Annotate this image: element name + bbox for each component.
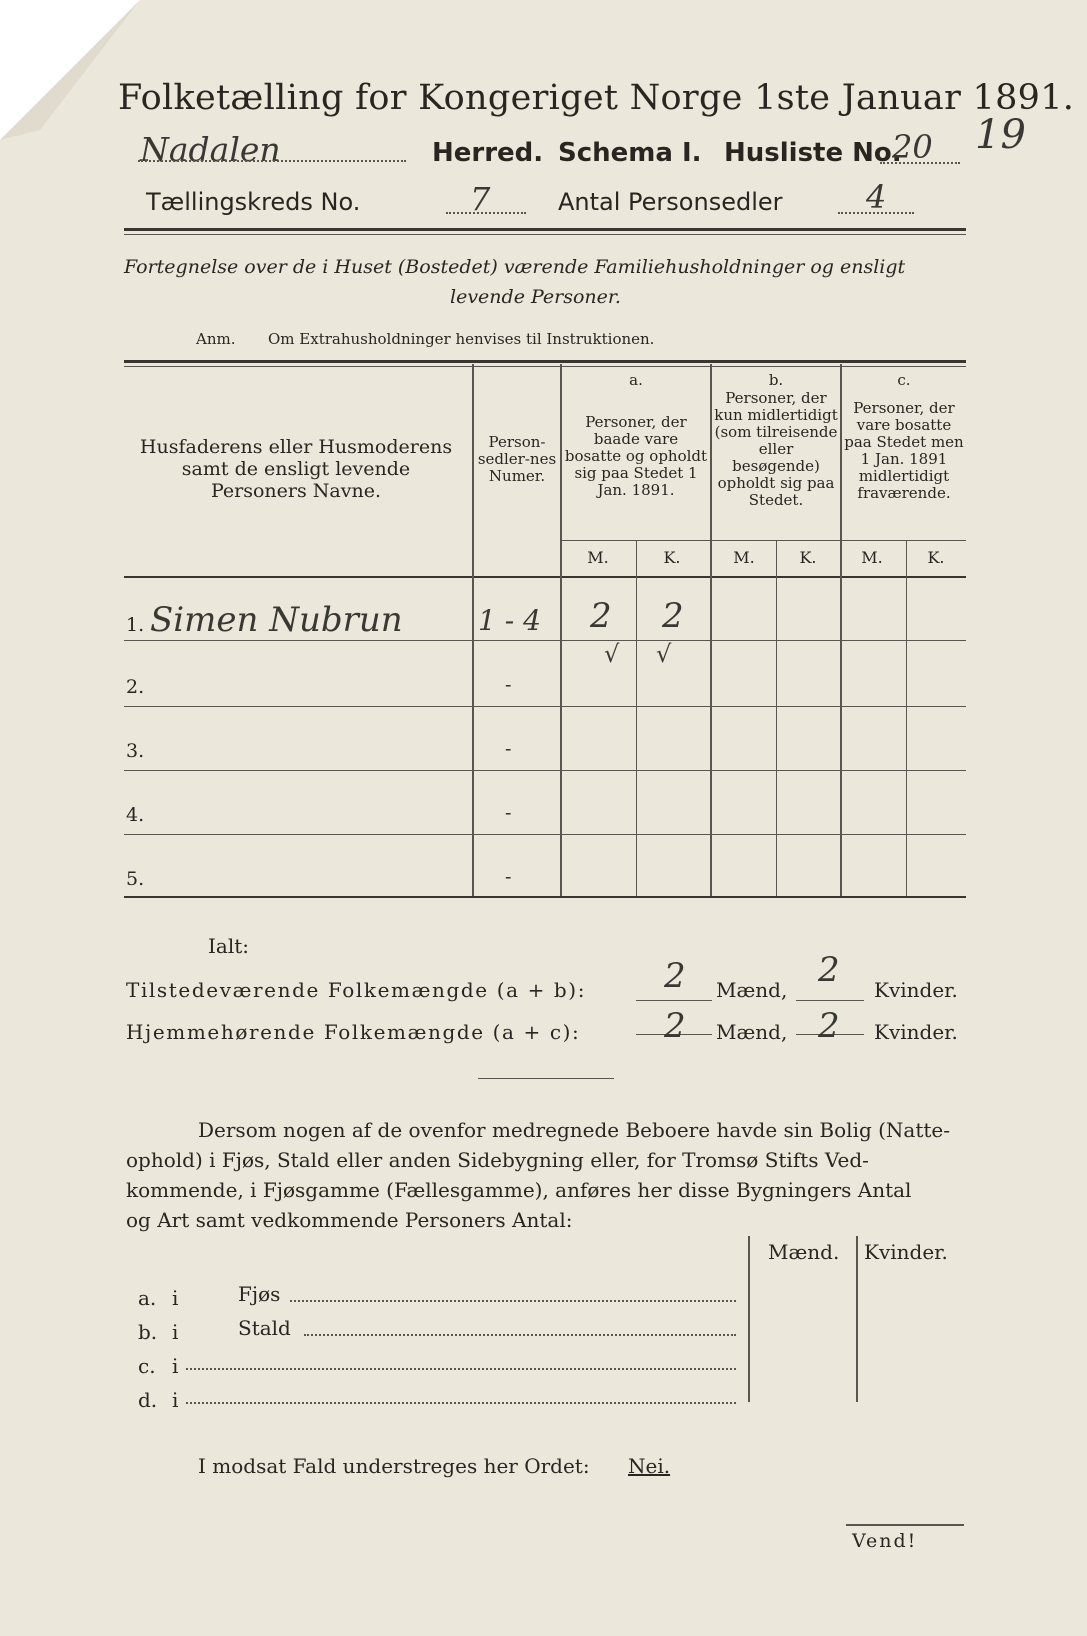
anm-label: Anm.: [196, 330, 236, 348]
row-1-a-k-check: √: [656, 640, 672, 668]
row-rule-2: [124, 706, 966, 707]
table-bottom-rule: [124, 896, 966, 898]
col-line-b: [840, 364, 842, 896]
row-rule-3: [124, 770, 966, 771]
totals-line-2-maend: Mænd,: [716, 1020, 788, 1044]
row-2-num: 2.: [126, 676, 145, 698]
totals-line-2-label: Hjemmehørende Folkemængde (a + c):: [126, 1020, 581, 1044]
building-row-b-i: i: [172, 1320, 179, 1344]
nei-prefix: I modsat Fald understreges her Ordet:: [198, 1454, 590, 1478]
building-row-c-i: i: [172, 1354, 179, 1378]
building-para-2: ophold) i Fjøs, Stald eller anden Sidebygning eller, for Tromsø Stifts Ved-: [126, 1148, 869, 1172]
nei-word: Nei.: [628, 1454, 671, 1478]
folded-corner: [0, 0, 140, 140]
col-line-a: [710, 364, 712, 896]
col-header-b: Personer, der kun midlertidigt (som tilreisende eller besøgende) opholdt sig paa Stedet.: [714, 389, 838, 509]
building-para-1: Dersom nogen af de ovenfor medregnede Beboere havde sin Bolig (Natte-: [198, 1118, 951, 1142]
building-row-c-dots: [186, 1368, 736, 1370]
kreds-value: 7: [470, 180, 491, 218]
row-3-numer: -: [505, 738, 512, 760]
totals-line-2-k: 2: [818, 1006, 840, 1046]
col-c-m: M.: [861, 548, 883, 567]
col-header-names: Husfaderens eller Husmoderens samt de ensligt levende Personers Navne.: [139, 436, 453, 502]
herred-dotline: [138, 160, 406, 162]
col-a-m: M.: [587, 548, 609, 567]
col-header-c: Personer, der vare bosatte paa Stedet men 1 Jan. 1891 midlertidigt fraværende.: [844, 399, 964, 502]
totals-line-1-k-rule: [796, 1000, 864, 1001]
row-1-name: Simen Nubrun: [150, 600, 403, 640]
col-line-names: [472, 364, 474, 896]
row-1-a-k: 2: [662, 596, 684, 636]
totals-line-1-maend: Mænd,: [716, 978, 788, 1002]
building-row-b-label: Stald: [238, 1316, 291, 1340]
antal-label: Antal Personsedler: [558, 188, 783, 216]
herred-handwritten: Nadalen: [140, 130, 281, 169]
totals-line-1-label: Tilstedeværende Folkemængde (a + b):: [126, 978, 587, 1002]
totals-line-1-kvinder: Kvinder.: [874, 978, 958, 1002]
col-line-c-mk: [906, 540, 907, 896]
row-2-numer: -: [505, 674, 512, 696]
row-4-num: 4.: [126, 804, 145, 826]
row-5-numer: -: [505, 866, 512, 888]
antal-value: 4: [866, 178, 887, 216]
building-col-kvinder: Kvinder.: [864, 1240, 948, 1264]
building-para-3: kommende, i Fjøsgamme (Fællesgamme), anføres her disse Bygningers Antal: [126, 1178, 912, 1202]
row-1-a-m-check: √: [604, 640, 620, 668]
building-para-4: og Art samt vedkommende Personers Antal:: [126, 1208, 573, 1232]
intro-line-2: levende Personer.: [450, 286, 621, 308]
building-col-line-2: [856, 1236, 858, 1402]
vend-rule: [846, 1524, 964, 1526]
building-row-b-letter: b.: [138, 1320, 158, 1344]
col-header-a: Personer, der baade vare bosatte og opholdt sig paa Stedet 1 Jan. 1891.: [564, 413, 708, 499]
section-divider: [478, 1078, 614, 1079]
col-b-k: K.: [799, 548, 817, 567]
form-title: Folketælling for Kongeriget Norge 1ste Januar 1891.: [118, 78, 1075, 118]
row-3-num: 3.: [126, 740, 145, 762]
building-row-c-letter: c.: [138, 1354, 156, 1378]
totals-line-2-kvinder: Kvinder.: [874, 1020, 958, 1044]
building-row-d-i: i: [172, 1388, 179, 1412]
col-a-k: K.: [663, 548, 681, 567]
building-row-a-i: i: [172, 1286, 179, 1310]
header-double-rule-top: [124, 228, 966, 231]
row-1-numer: 1 - 4: [478, 604, 541, 637]
row-rule-1: [124, 640, 966, 641]
col-header-b-letter: b.: [768, 371, 784, 389]
col-line-numer: [560, 364, 562, 896]
col-line-a-mk: [636, 540, 637, 896]
row-1-num: 1.: [126, 614, 145, 636]
husliste-label: Husliste No.: [724, 138, 902, 168]
row-5-num: 5.: [126, 868, 145, 890]
husliste-value: 20: [892, 128, 933, 166]
herred-label: Herred.: [432, 138, 544, 168]
vend-text: Vend!: [852, 1530, 918, 1552]
building-col-maend: Mænd.: [768, 1240, 840, 1264]
col-header-c-letter: c.: [897, 371, 911, 389]
totals-line-1-m-rule: [636, 1000, 712, 1001]
col-line-b-mk: [776, 540, 777, 896]
building-row-b-dots: [304, 1334, 736, 1336]
row-1-a-m: 2: [590, 596, 612, 636]
col-c-k: K.: [927, 548, 945, 567]
col-b-m: M.: [733, 548, 755, 567]
kreds-label: Tællingskreds No.: [146, 188, 361, 216]
building-col-line-1: [748, 1236, 750, 1402]
table-top-rule: [124, 360, 966, 363]
col-header-a-letter: a.: [629, 371, 643, 389]
intro-line-1: Fortegnelse over de i Huset (Bostedet) værende Familiehusholdninger og ensligt: [124, 256, 906, 278]
row-4-numer: -: [505, 802, 512, 824]
header-double-rule-bottom: [124, 234, 966, 235]
building-row-d-dots: [186, 1402, 736, 1404]
schema-label: Schema I.: [558, 138, 702, 168]
anm-text: Om Extrahusholdninger henvises til Instruktionen.: [268, 330, 655, 348]
col-header-numer: Person-sedler-nes Numer.: [477, 433, 557, 485]
corner-number: 19: [975, 112, 1026, 158]
totals-line-2-m: 2: [664, 1006, 686, 1046]
ialt-label: Ialt:: [208, 934, 249, 958]
building-row-d-letter: d.: [138, 1388, 158, 1412]
row-rule-4: [124, 834, 966, 835]
building-row-a-label: Fjøs: [238, 1282, 281, 1306]
totals-line-1-m: 2: [664, 956, 686, 996]
building-row-a-letter: a.: [138, 1286, 157, 1310]
building-row-a-dots: [290, 1300, 736, 1302]
totals-line-1-k: 2: [818, 950, 840, 990]
